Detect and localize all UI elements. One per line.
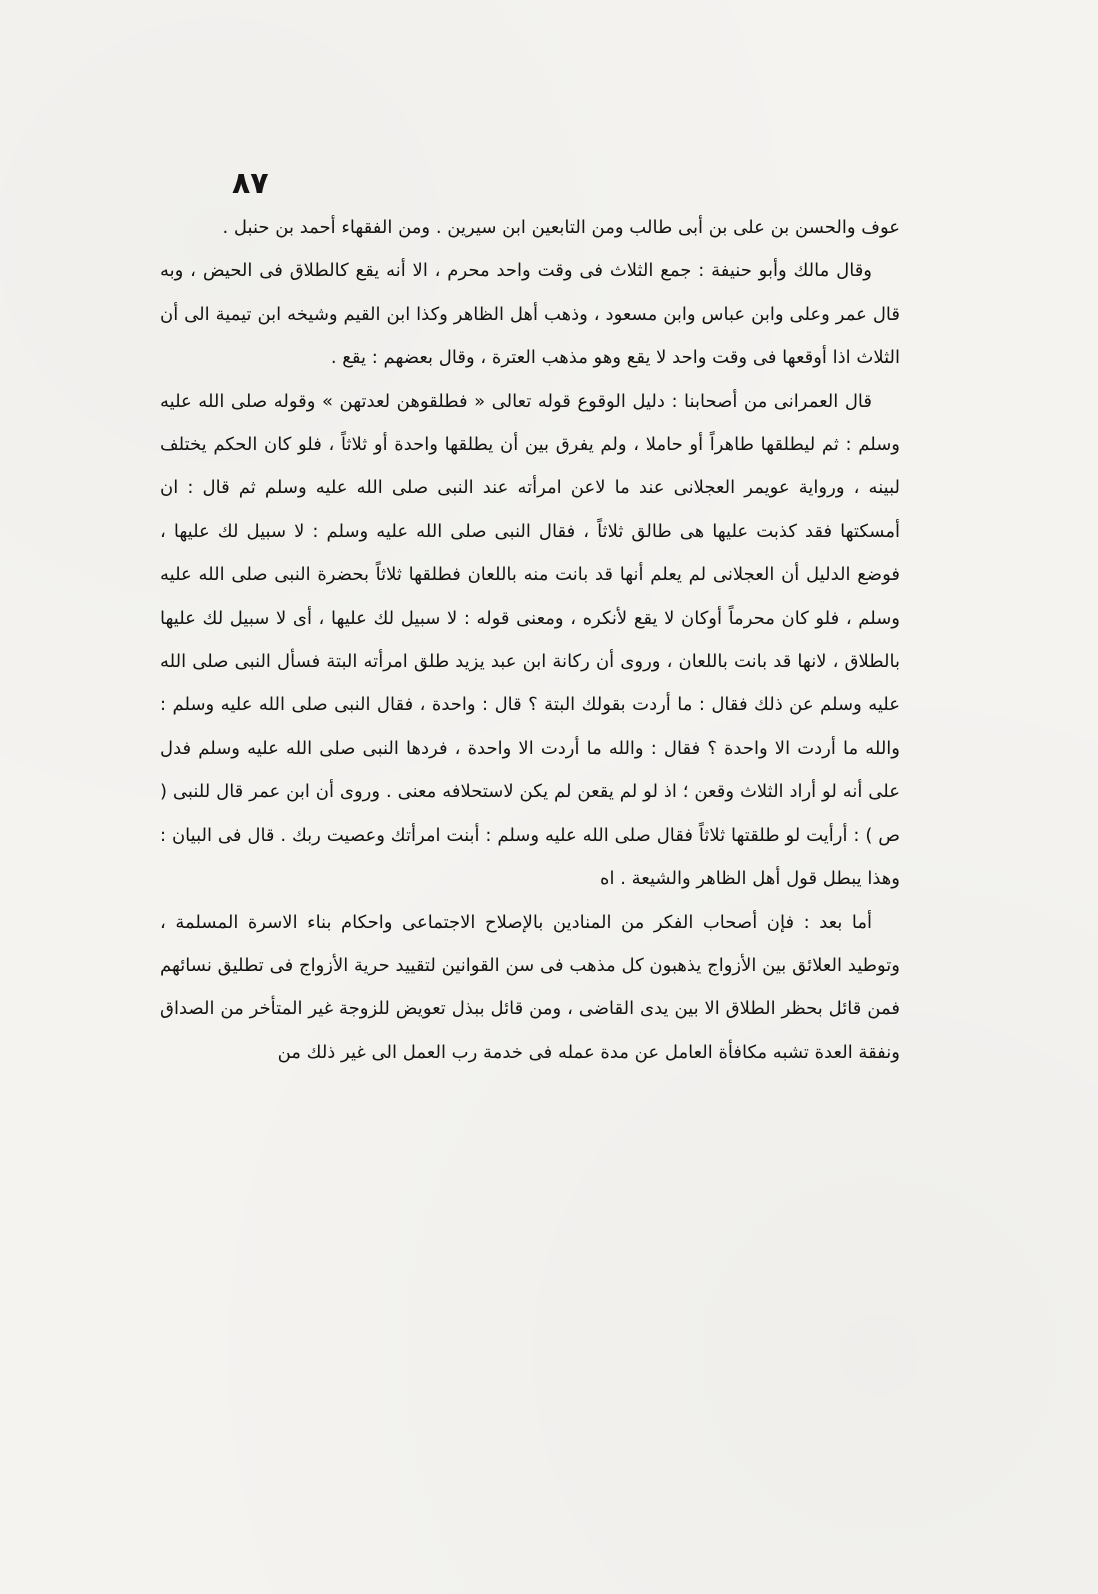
paragraph-4: أما بعد : فإن أصحاب الفكر من المنادين بالإصلاح الاجتماعى واحكام بناء الاسرة المسلمة ، وتوطيد العلائق بين الأزواج يذهبون كل مذهب فى سن القوانين لتقييد حرية الأزواج فى تطليق نسائهم فمن قائل بحظر الطلاق الا بين يدى القاضى ، ومن قائل ببذل تعويض للزوجة غير المتأخر من الصداق ونفقة العدة تشبه مكافأة العامل عن مدة عمله فى خدمة رب العمل الى غير ذلك من	[160, 911, 900, 1063]
paragraph-1: عوف والحسن بن على بن أبى طالب ومن التابعين ابن سيرين . ومن الفقهاء أحمد بن حنبل .	[222, 217, 900, 238]
paragraph-3: قال العمرانى من أصحابنا : دليل الوقوع قوله تعالى « فطلقوهن لعدتهن » وقوله صلى الله عليه وسلم : ثم ليطلقها طاهراً أو حاملا ، ولم يفرق بين أن يطلقها واحدة أو ثلاثاً ، فلو كان الحكم يختلف لبينه ، ورواية عويمر العجلانى عند ما لاعن امرأته عند النبى صلى الله عليه وسلم ثم قال : ان أمسكتها فقد كذبت عليها هى طالق ثلاثاً ، فقال النبى صلى الله عليه وسلم : لا سبيل لك عليها ، فوضع الدليل أن العجلانى لم يعلم أنها قد بانت منه باللعان فطلقها ثلاثاً بحضرة النبى صلى الله عليه وسلم ، فلو كان محرماً أوكان لا يقع لأنكره ، ومعنى قوله : لا سبيل لك عليها ، أى لا سبيل لك عليها بالطلاق ، لانها قد بانت باللعان ، وروى أن ركانة ابن عبد يزيد طلق امرأته البتة فسأل النبى صلى الله عليه وسلم عن ذلك فقال : ما أردت بقولك البتة ؟ قال : واحدة ، فقال النبى صلى الله عليه وسلم : والله ما أردت الا واحدة ؟ فقال : والله ما أردت الا واحدة ، فردها النبى صلى الله عليه وسلم فدل على أنه لو أراد الثلاث وقعن ؛ اذ لو لم يقعن لم يكن لاستحلافه معنى . وروى أن ابن عمر قال للنبى ( ص ) : أرأيت لو طلقتها ثلاثاً فقال صلى الله عليه وسلم : أبنت امرأتك وعصيت ربك . قال فى البيان : وهذا يبطل قول أهل الظاهر والشيعة . اه	[160, 390, 900, 890]
body-text	[160, 206, 900, 1074]
page-number: ٨٧	[232, 166, 269, 201]
paragraph-2: وقال مالك وأبو حنيفة : جمع الثلاث فى وقت واحد محرم ، الا أنه يقع كالطلاق فى الحيض ، وبه قال عمر وعلى وابن عباس وابن مسعود ، وذهب أهل الظاهر وكذا ابن القيم وشيخه ابن تيمية الى أن الثلاث اذا أوقعها فى وقت واحد لا يقع وهو مذهب العترة ، وقال بعضهم : يقع .	[160, 260, 900, 369]
